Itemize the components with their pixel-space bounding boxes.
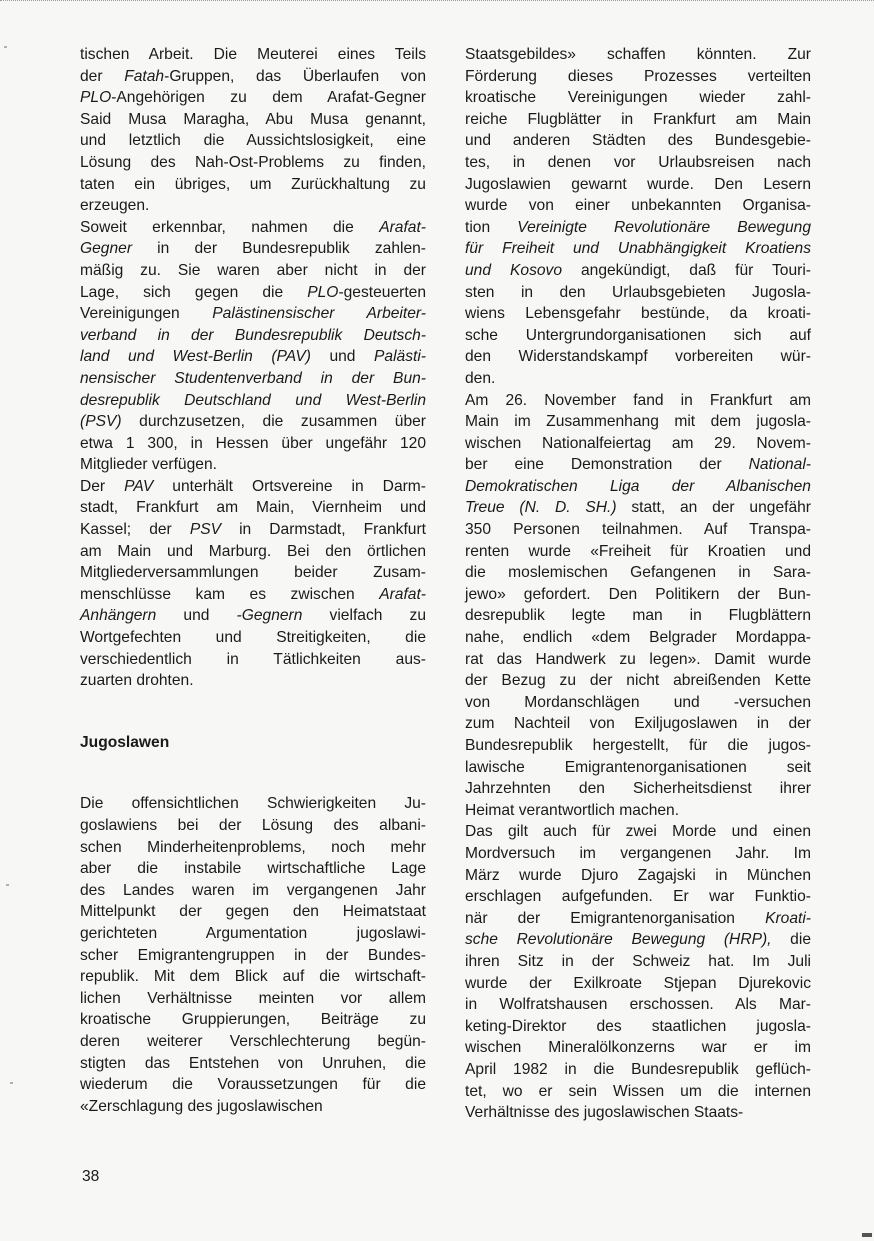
text-span: desrepublik legte man in Flugblättern [465, 607, 811, 625]
text-span: wiederum die Voraussetzungen für die [80, 1076, 426, 1094]
italic-text: verband in der Bundesrepublik Deutsch- [80, 326, 426, 344]
text-line [465, 541, 811, 563]
text-span: tes, in denen vor Urlaubsreisen nach [465, 153, 811, 171]
text-span: der [80, 67, 125, 85]
text-span: und letztlich die Aussichtslosigkeit, eine [80, 132, 426, 150]
text-span: Heimat verantwortlich machen. [465, 801, 680, 819]
text-span: des Landes waren im vergangenen Jahr [80, 881, 426, 899]
text-line [80, 476, 426, 498]
text-line [80, 87, 426, 109]
text-span: Staatsgebildes» schaffen könnten. Zur [465, 46, 811, 63]
text-span: Wortgefechten und Streitigkeiten, die [80, 629, 426, 647]
text-line [80, 368, 426, 390]
text-span: durchzusetzen, die zusammen über [121, 413, 426, 431]
text-line [465, 497, 811, 519]
text-span: Mitglieder verfügen. [80, 456, 217, 474]
text-line [465, 584, 811, 606]
text-line [80, 815, 426, 837]
text-span: deren weiterer Verschlechterung begün- [80, 1032, 426, 1050]
text-span: Lösung des Nah-Ost-Problems zu finden, [80, 153, 426, 171]
text-line [465, 865, 811, 887]
text-line [80, 649, 426, 671]
italic-text: PSV [189, 521, 222, 539]
text-span: am Main und Marburg. Bei den örtlichen [80, 542, 426, 560]
text-line [465, 152, 811, 174]
text-span: «Zerschlagung des jugoslawischen [80, 1097, 323, 1115]
text-line [465, 282, 811, 304]
text-line [465, 1102, 811, 1124]
text-line [80, 519, 426, 541]
text-line [80, 858, 426, 880]
text-line [80, 217, 426, 239]
text-span: Kassel; der [80, 521, 190, 539]
italic-text: und Kosovo [465, 261, 563, 279]
italic-text: desrepublik Deutschland und West-Berlin [80, 391, 426, 409]
text-line [465, 368, 811, 390]
text-line [465, 800, 811, 822]
text-span: goslawiens bei der Lösung des albani- [80, 817, 426, 834]
text-line [80, 627, 426, 649]
text-span: die [771, 931, 811, 949]
text-line [465, 951, 811, 973]
text-span: den. [465, 369, 496, 387]
italic-text: sche Revolutionäre Bewegung (HRP), [465, 931, 772, 949]
text-line [80, 174, 426, 196]
text-line [80, 793, 426, 815]
text-span: tion [465, 218, 518, 236]
text-span: und [310, 348, 374, 366]
text-line [465, 476, 811, 498]
text-line [465, 87, 811, 109]
italic-text: Palästinensischer Arbeiter- [212, 305, 426, 323]
text-span: Verhältnisse des jugoslawischen Staats- [465, 1104, 744, 1122]
text-span: tischen Arbeit. Die Meuterei eines Teils [80, 46, 426, 63]
text-span: sten in den Urlaubsgebieten Jugosla- [465, 283, 811, 301]
text-line [465, 238, 811, 260]
text-span: wischen Nationalfeiertag am 29. Novem- [465, 434, 811, 452]
text-line [80, 497, 426, 519]
text-line [80, 152, 426, 174]
text-span: mäßig zu. Sie waren aber nicht in der [80, 261, 426, 279]
italic-text: (PSV) [80, 413, 122, 431]
text-span: in Wolfratshausen erschossen. Als Mar- [465, 996, 811, 1014]
text-line [465, 346, 811, 368]
text-span: etwa 1 300, in Hessen über ungefähr 120 [80, 434, 426, 452]
right-column [465, 44, 811, 1124]
text-line [80, 66, 426, 88]
text-line [465, 735, 811, 757]
text-line [80, 238, 426, 260]
text-span: den Widerstandskampf vorbereiten wür- [465, 348, 811, 366]
italic-text: Palästi- [374, 348, 426, 366]
text-line [465, 843, 811, 865]
text-span: Lage, sich gegen die [80, 283, 308, 301]
text-span: stigten das Entstehen von Unruhen, die [80, 1054, 426, 1072]
text-span: von Mordanschlägen und -versuchen [465, 693, 811, 711]
text-line [465, 1016, 811, 1038]
text-line [465, 929, 811, 951]
text-span: vielfach zu [302, 607, 426, 625]
left-column-text-block-2 [80, 793, 426, 1117]
text-span: ihren Sitz in der Schweiz hat. Im Juli [465, 952, 811, 970]
text-span: Vereinigungen [80, 305, 213, 323]
text-line [465, 994, 811, 1016]
text-span: statt, an der ungefähr [616, 499, 811, 517]
text-span: angekündigt, daß für Touri- [562, 261, 811, 279]
text-line [465, 519, 811, 541]
text-line [465, 454, 811, 476]
text-line [80, 605, 426, 627]
text-span: sche Untergrundorganisationen sich auf [465, 326, 811, 344]
text-line [465, 886, 811, 908]
italic-text: Treue (N. D. SH.) [465, 499, 617, 517]
text-span: der Bezug zu der nicht abreißenden Kette [465, 672, 811, 690]
italic-text: Arafat- [379, 218, 426, 236]
italic-text: -Gegnern [236, 607, 303, 625]
text-span: scher Emigrantengruppen in der Bundes- [80, 946, 426, 964]
text-span: aber die instabile wirtschaftliche Lage [80, 860, 426, 878]
text-span: wiens Lebensgefahr bestünde, da kroati- [465, 305, 811, 323]
italic-text: PLO [80, 89, 112, 107]
text-span: zum Nachteil von Exiljugoslawen in der [465, 715, 811, 733]
text-line [80, 923, 426, 945]
text-line [80, 433, 426, 455]
text-span: wurde der Exilkroate Stjepan Djurekovic [465, 974, 811, 992]
text-line [80, 562, 426, 584]
text-line [465, 195, 811, 217]
italic-text: Kroati- [765, 909, 811, 927]
text-line [465, 174, 811, 196]
text-line [80, 1096, 426, 1118]
italic-text: nensischer Studentenverband in der Bun- [80, 369, 426, 387]
text-span: Das gilt auch für zwei Morde und einen [465, 823, 811, 841]
text-line [465, 109, 811, 131]
text-line [80, 195, 426, 217]
text-line [465, 1081, 811, 1103]
text-span: zuarten drohten. [80, 672, 194, 690]
text-span: April 1982 in die Bundesrepublik geflüch- [465, 1060, 811, 1078]
text-span: Bundesrepublik hergestellt, für die jugos- [465, 737, 811, 754]
text-span: Soweit erkennbar, nahmen die [80, 218, 380, 236]
text-span: wischen Mineralölkonzerns war er im [465, 1039, 811, 1057]
scan-top-edge [0, 0, 874, 2]
text-line [80, 1074, 426, 1096]
text-line [80, 303, 426, 325]
italic-text: Arafat- [379, 585, 426, 603]
text-span: Jugoslawien gewarnt wurde. Den Lesern [465, 175, 811, 193]
text-line [465, 778, 811, 800]
right-column-text-block [465, 44, 811, 1124]
text-line [80, 454, 426, 476]
text-line [80, 346, 426, 368]
text-line [465, 1059, 811, 1081]
text-span: -gesteuerten [338, 283, 426, 301]
italic-text: Anhängern [80, 607, 157, 625]
scan-corner-mark [862, 1233, 872, 1237]
text-line [465, 66, 811, 88]
text-line [465, 605, 811, 627]
text-span: -Gruppen, das Überlaufen von [164, 67, 426, 85]
text-span: Am 26. November fand in Frankfurt am [465, 391, 811, 409]
text-line [80, 1009, 426, 1031]
scan-speck [4, 46, 7, 48]
text-span: verschiedentlich in Tätlichkeiten aus- [80, 650, 426, 668]
left-column-text-block-1 [80, 44, 426, 692]
text-line [80, 130, 426, 152]
text-line [465, 627, 811, 649]
text-line [80, 966, 426, 988]
text-span: in Darmstadt, Frankfurt [221, 521, 426, 539]
text-line [465, 433, 811, 455]
text-span: Die offensichtlichen Schwierigkeiten Ju- [80, 795, 426, 813]
text-span: Main im Zusammenhang mit dem jugosla- [465, 413, 811, 431]
text-line [80, 260, 426, 282]
text-span: 350 Personen teilnahmen. Auf Transpa- [465, 521, 811, 539]
text-line [80, 1053, 426, 1075]
text-line [465, 303, 811, 325]
text-line [80, 390, 426, 412]
text-line [465, 411, 811, 433]
italic-text: Gegner [80, 240, 133, 258]
text-span: lichen Verhältnisse meinten vor allem [80, 989, 426, 1007]
text-span: när der Emigrantenorganisation [465, 909, 766, 927]
text-span: keting-Direktor des staatlichen jugosla- [465, 1017, 811, 1035]
text-span: Said Musa Maragha, Abu Musa genannt, [80, 110, 426, 128]
italic-text: für Freiheit und Unabhängigkeit Kroatiens [465, 240, 811, 258]
text-line [80, 325, 426, 347]
text-span: rat das Handwerk zu legen». Damit wurde [465, 650, 811, 668]
text-span: republik. Mit dem Blick auf die wirtschaft- [80, 968, 426, 986]
text-span: und anderen Städten des Bundesgebie- [465, 132, 811, 150]
text-span: Mittelpunkt der gegen den Heimatstaat [80, 903, 426, 921]
text-span: Förderung dieses Prozesses verteilten [465, 67, 811, 85]
text-line [80, 945, 426, 967]
text-span: kroatische Gruppierungen, Beiträge zu [80, 1011, 426, 1029]
text-line [465, 649, 811, 671]
italic-text: PLO [307, 283, 339, 301]
text-line [80, 1031, 426, 1053]
text-span: wurde von einer unbekannten Organisa- [465, 197, 811, 215]
italic-text: land und West-Berlin (PAV) [80, 348, 311, 366]
text-line [465, 130, 811, 152]
text-span: Mordversuch im vergangenen Jahr. Im [465, 844, 811, 862]
text-line [465, 325, 811, 347]
italic-text: Demokratischen Liga der Albanischen [465, 477, 811, 495]
text-span: Mitgliederversammlungen beider Zusam- [80, 564, 426, 582]
text-span: März wurde Djuro Zagajski in München [465, 866, 811, 884]
text-line [465, 692, 811, 714]
text-line [465, 260, 811, 282]
text-line [465, 1037, 811, 1059]
italic-text: National- [748, 456, 811, 474]
text-span: Der [80, 477, 125, 495]
text-line [80, 901, 426, 923]
section-heading: Jugoslawen [80, 733, 170, 751]
text-line [465, 390, 811, 412]
text-line [80, 837, 426, 859]
text-span: menschlüsse kam es zwischen [80, 585, 380, 603]
text-span: nahe, endlich «dem Belgrader Mordappa- [465, 629, 811, 647]
text-line [465, 821, 811, 843]
text-span: stadt, Frankfurt am Main, Viernheim und [80, 499, 426, 517]
text-line [80, 584, 426, 606]
text-span: kroatische Vereinigungen wieder zahl- [465, 89, 811, 107]
text-line [465, 44, 811, 66]
section-spacer-above [80, 692, 426, 732]
text-line [465, 973, 811, 995]
text-span: erzeugen. [80, 197, 150, 215]
text-line [80, 880, 426, 902]
text-span: in der Bundesrepublik zahlen- [132, 240, 426, 258]
left-column [80, 44, 426, 1117]
text-span: schen Minderheitenproblems, noch mehr [80, 838, 426, 856]
text-span: renten wurde «Freiheit für Kroatien und [465, 542, 811, 560]
text-span: taten ein übriges, um Zurückhaltung zu [80, 175, 426, 193]
text-span: erschlagen aufgefunden. Er war Funktio- [465, 888, 811, 906]
italic-text: Vereinigte Revolutionäre Bewegung [517, 218, 811, 236]
page-number: 38 [82, 1168, 100, 1185]
text-span: tet, wo er sein Wissen um die internen [465, 1082, 811, 1100]
text-line [80, 282, 426, 304]
text-span: jewo» gefordert. Den Politikern der Bun- [465, 585, 811, 603]
text-span: reiche Flugblätter in Frankfurt am Main [465, 110, 811, 128]
text-line [80, 411, 426, 433]
text-line [465, 670, 811, 692]
text-span: lawische Emigrantenorganisationen seit [465, 758, 811, 776]
text-span: Jahrzehnten den Sicherheitsdienst ihrer [465, 780, 811, 798]
italic-text: Fatah [124, 67, 165, 85]
scan-speck [6, 884, 9, 886]
text-span: und [156, 607, 237, 625]
text-line [80, 541, 426, 563]
text-line [465, 713, 811, 735]
text-line [465, 757, 811, 779]
text-line [80, 109, 426, 131]
text-span: ber eine Demonstration der [465, 456, 749, 474]
scan-speck [10, 1082, 13, 1084]
text-line [80, 44, 426, 66]
text-span: die moslemischen Gefangenen in Sara- [465, 564, 811, 582]
italic-text: PAV [124, 477, 154, 495]
text-span: unterhält Ortsvereine in Darm- [153, 477, 426, 495]
section-spacer-below [80, 753, 426, 793]
text-line [80, 988, 426, 1010]
text-span: gerichteten Argumentation jugoslawi- [80, 924, 426, 942]
text-span: -Angehörigen zu dem Arafat-Gegner [111, 89, 426, 107]
text-line [465, 217, 811, 239]
text-line [80, 670, 426, 692]
text-line [465, 908, 811, 930]
text-line [465, 562, 811, 584]
